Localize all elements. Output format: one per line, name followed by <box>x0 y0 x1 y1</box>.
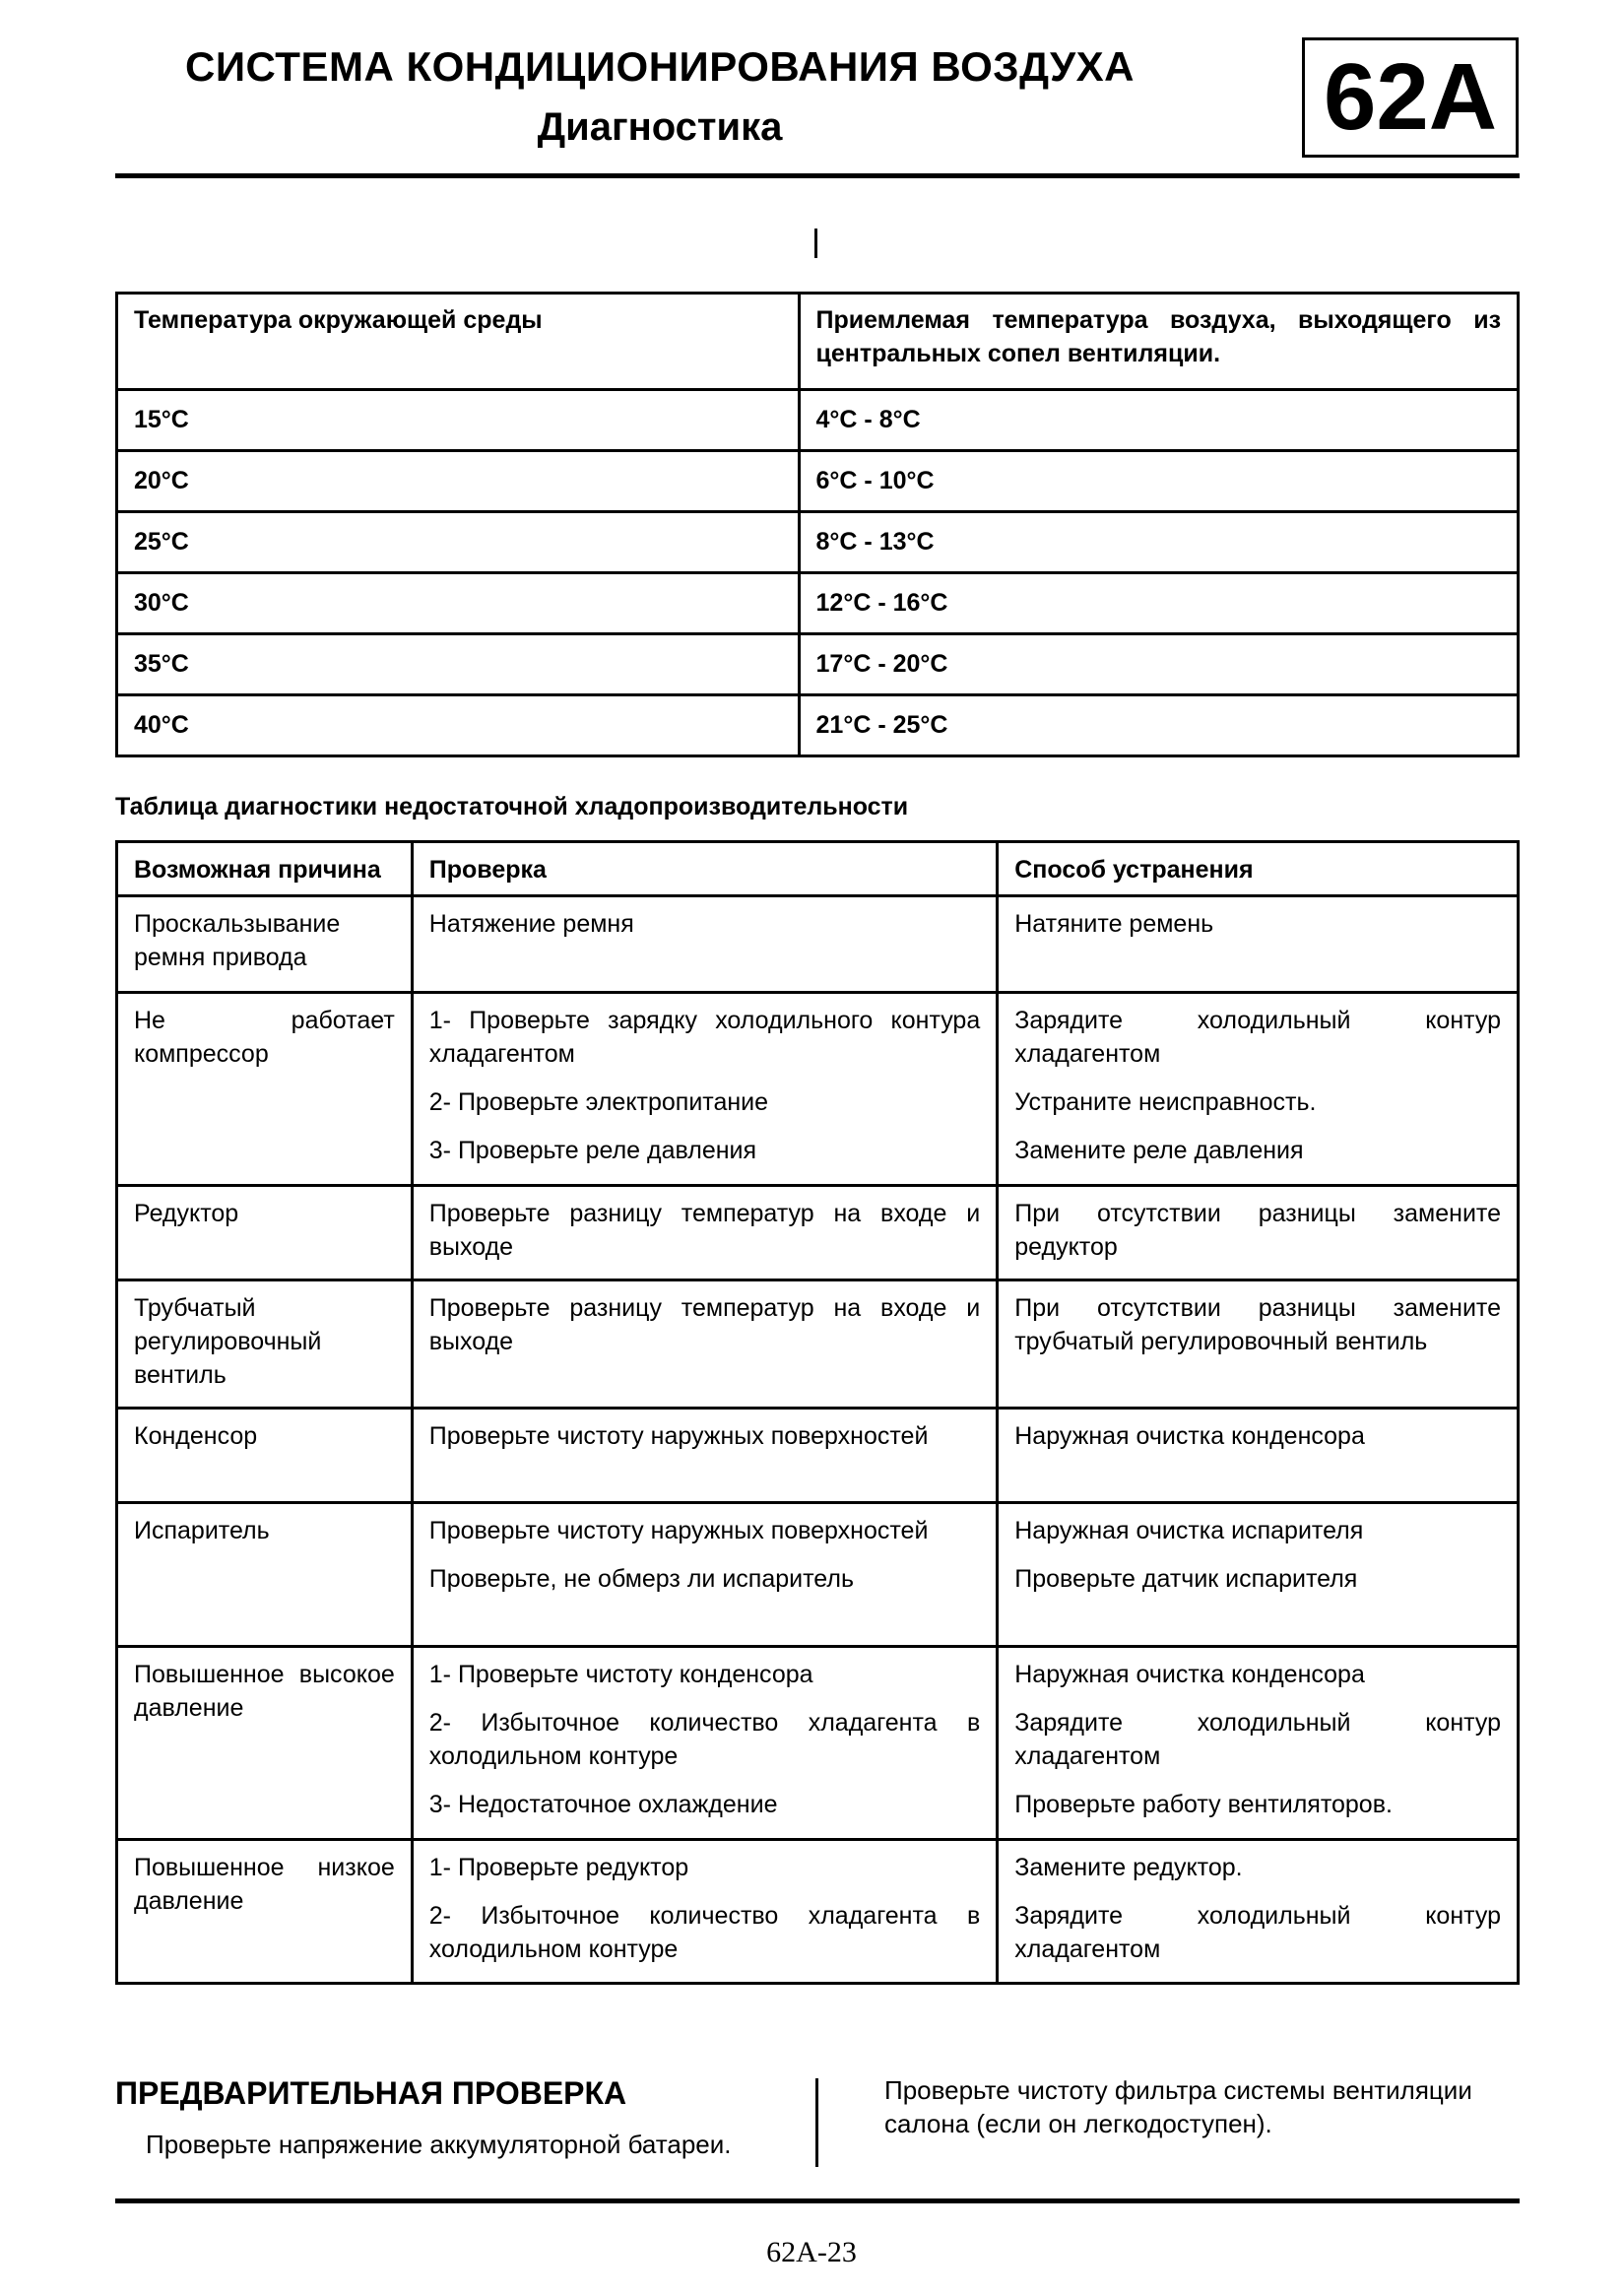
ambient-temperature-cell: 30°C <box>117 573 800 634</box>
precheck-heading: ПРЕДВАРИТЕЛЬНАЯ ПРОВЕРКА <box>115 2075 627 2111</box>
outlet-temperature-cell: 6°C - 10°C <box>799 451 1518 512</box>
remedy-cell <box>998 1409 1519 1503</box>
check-cell <box>412 993 997 1186</box>
remedy-item: Наружная очистка конденсора <box>1014 1422 1365 1450</box>
table-row <box>117 695 1519 756</box>
check-cell <box>412 1280 997 1409</box>
cause-cell: Конденсор <box>117 1409 413 1503</box>
diagnostics-table-header <box>117 842 1519 896</box>
remedy-item: При отсутствии разницы замените трубчатый регулировочный вентиль <box>1014 1294 1501 1355</box>
table-row <box>117 634 1519 695</box>
document-subtitle: Диагностика <box>537 105 783 149</box>
header-outlet-temperature: Приемлемая температура воздуха, выходящего из центральных сопел вентиляции. <box>799 294 1518 390</box>
cause-cell: Испаритель <box>117 1503 413 1647</box>
table-row <box>117 1280 1519 1409</box>
ambient-temperature-cell: 25°C <box>117 512 800 573</box>
ambient-temperature-cell: 20°C <box>117 451 800 512</box>
cause-cell: Повышенное высокое давление <box>117 1647 413 1840</box>
diagnostics-table <box>115 840 1520 1985</box>
check-item: Проверьте, не обмерз ли испаритель <box>428 1565 854 1593</box>
diagnostics-table-caption: Таблица диагностики недостаточной хладопроизводительности <box>115 793 909 820</box>
header-ambient-temperature: Температура окружающей среды <box>117 294 800 390</box>
remedy-cell <box>998 1280 1519 1409</box>
table-row <box>117 1186 1519 1280</box>
check-item: Проверьте разницу температур на входе и выходе <box>428 1294 981 1355</box>
cause-cell: Повышенное низкое давление <box>117 1840 413 1984</box>
ambient-temperature-cell: 15°C <box>117 390 800 451</box>
check-item: 1- Проверьте чистоту конденсора <box>428 1661 813 1688</box>
precheck-filter-text: Проверьте чистоту фильтра системы вентиляции салона (если он легкодоступен). <box>884 2075 1472 2138</box>
temperature-table <box>115 292 1520 757</box>
precheck-battery-text: Проверьте напряжение аккумуляторной батареи. <box>146 2130 732 2159</box>
check-cell <box>412 1409 997 1503</box>
remedy-item: Замените редуктор. <box>1014 1854 1243 1881</box>
check-item: 1- Проверьте редуктор <box>428 1854 689 1881</box>
cause-cell: Проскальзывание ремня привода <box>117 896 413 993</box>
revision-mark <box>814 229 817 258</box>
outlet-temperature-cell: 17°C - 20°C <box>799 634 1518 695</box>
table-row <box>117 512 1519 573</box>
table-row <box>117 896 1519 993</box>
check-cell <box>412 1840 997 1984</box>
table-row <box>117 993 1519 1186</box>
table-row <box>117 1503 1519 1647</box>
chapter-number-box: 62A <box>1302 37 1519 158</box>
remedy-item: Зарядите холодильный контур хладагентом <box>1014 1007 1501 1068</box>
header-rule <box>115 173 1520 178</box>
remedy-cell <box>998 1647 1519 1840</box>
ambient-temperature-cell: 35°C <box>117 634 800 695</box>
cause-cell: Редуктор <box>117 1186 413 1280</box>
temperature-table-header <box>117 294 1519 390</box>
remedy-item: Наружная очистка испарителя <box>1014 1517 1364 1544</box>
check-cell <box>412 1186 997 1280</box>
remedy-cell <box>998 1186 1519 1280</box>
check-cell <box>412 896 997 993</box>
ambient-temperature-cell: 40°C <box>117 695 800 756</box>
check-item: 2- Проверьте электропитание <box>428 1088 769 1116</box>
table-row <box>117 451 1519 512</box>
remedy-item: Зарядите холодильный контур хладагентом <box>1014 1709 1501 1770</box>
remedy-item: Проверьте датчик испарителя <box>1014 1565 1358 1593</box>
outlet-temperature-cell: 21°C - 25°C <box>799 695 1518 756</box>
check-item: 1- Проверьте зарядку холодильного контура хладагентом <box>428 1007 981 1068</box>
check-item: 2- Избыточное количество хладагента в холодильном контуре <box>428 1709 981 1770</box>
check-item: Проверьте чистоту наружных поверхностей <box>428 1517 929 1544</box>
remedy-item: Замените реле давления <box>1014 1137 1304 1164</box>
check-cell <box>412 1647 997 1840</box>
table-row <box>117 390 1519 451</box>
outlet-temperature-cell: 8°C - 13°C <box>799 512 1518 573</box>
remedy-item: Зарядите холодильный контур хладагентом <box>1014 1902 1501 1963</box>
cause-cell: Не работает компрессор <box>117 993 413 1186</box>
header-remedy: Способ устранения <box>998 842 1519 896</box>
check-item: Проверьте разницу температур на входе и выходе <box>428 1200 981 1261</box>
header-check: Проверка <box>412 842 997 896</box>
check-item: 3- Проверьте реле давления <box>428 1137 757 1164</box>
remedy-cell <box>998 896 1519 993</box>
remedy-cell <box>998 1503 1519 1647</box>
page-number: 62A-23 <box>766 2236 857 2268</box>
footer-rule <box>115 2198 1520 2203</box>
outlet-temperature-cell: 4°C - 8°C <box>799 390 1518 451</box>
check-item: 2- Избыточное количество хладагента в холодильном контуре <box>428 1902 981 1963</box>
table-row <box>117 573 1519 634</box>
remedy-item: Натяните ремень <box>1014 910 1214 938</box>
revision-mark-bottom <box>815 2078 818 2167</box>
remedy-cell <box>998 993 1519 1186</box>
remedy-cell <box>998 1840 1519 1984</box>
document-title: СИСТЕМА КОНДИЦИОНИРОВАНИЯ ВОЗДУХА <box>184 43 1135 90</box>
remedy-item: Устраните неисправность. <box>1014 1088 1317 1116</box>
check-item: Натяжение ремня <box>428 910 634 938</box>
remedy-item: Наружная очистка конденсора <box>1014 1661 1365 1688</box>
table-row <box>117 1647 1519 1840</box>
remedy-item: Проверьте работу вентиляторов. <box>1014 1791 1393 1818</box>
remedy-item: При отсутствии разницы замените редуктор <box>1014 1200 1501 1261</box>
outlet-temperature-cell: 12°C - 16°C <box>799 573 1518 634</box>
table-row <box>117 1409 1519 1503</box>
table-row <box>117 1840 1519 1984</box>
check-item: 3- Недостаточное охлаждение <box>428 1791 778 1818</box>
header-cause: Возможная причина <box>117 842 413 896</box>
check-cell <box>412 1503 997 1647</box>
check-item: Проверьте чистоту наружных поверхностей <box>428 1422 929 1450</box>
cause-cell: Трубчатый регулировочный вентиль <box>117 1280 413 1409</box>
